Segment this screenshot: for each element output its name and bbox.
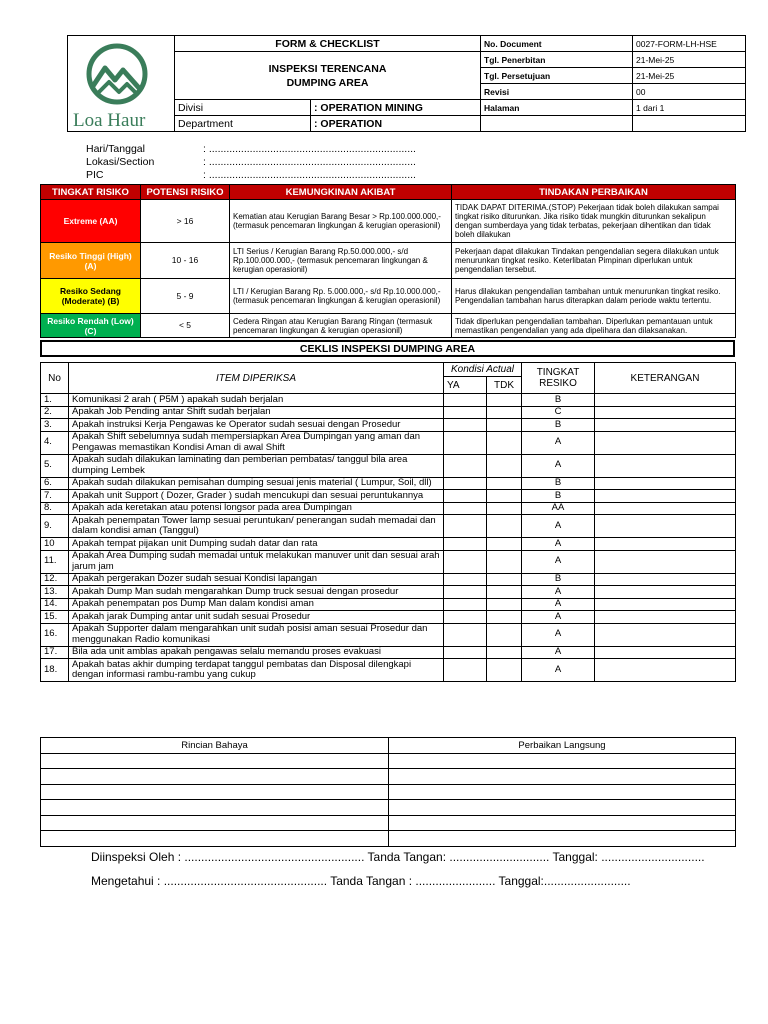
- checkbox-ya[interactable]: [444, 502, 487, 515]
- risk-level-value: A: [522, 431, 595, 454]
- checkbox-ya[interactable]: [444, 419, 487, 432]
- risk-level-moderate: Resiko Sedang (Moderate) (B): [41, 279, 141, 314]
- pic-field[interactable]: [86, 169, 416, 181]
- col-item: ITEM DIPERIKSA: [69, 363, 444, 394]
- col-no: No: [41, 363, 69, 394]
- pic-label: PIC: [86, 169, 104, 181]
- keterangan-input[interactable]: [595, 515, 736, 538]
- risk-level-value: B: [522, 573, 595, 586]
- risk-level-value: A: [522, 538, 595, 551]
- checklist-no: 11.: [41, 550, 69, 573]
- checklist-item-text: Apakah penempatan pos Dump Man dalam kondisi aman: [69, 598, 444, 611]
- logo-text: Loa Haur: [73, 110, 146, 128]
- checklist-item-text: Apakah instruksi Kerja Pengawas ke Operator sudah sesuai dengan Prosedur: [69, 419, 444, 432]
- checklist-no: 17.: [41, 646, 69, 659]
- meta-value: 0027-FORM-LH-HSE: [633, 36, 746, 52]
- checkbox-tdk[interactable]: [487, 431, 522, 454]
- checkbox-tdk[interactable]: [487, 646, 522, 659]
- checklist-no: 13.: [41, 586, 69, 599]
- keterangan-input[interactable]: [595, 502, 736, 515]
- checklist-row: [41, 623, 736, 646]
- meta-value: 21-Mei-25: [633, 68, 746, 84]
- checklist-title: CEKLIS INSPEKSI DUMPING AREA: [40, 340, 735, 357]
- risk-akibat: LTI / Kerugian Barang Rp. 5.000.000,- s/d Rp.10.000.000,- (termasuk pencemaran lingkungan & kerugian operasionil): [230, 279, 452, 314]
- checklist-item-text: Apakah Shift sebelumnya sudah mempersiapkan Area Dumpingan yang aman dan Pengawas memastikan Kondisi Aman di awal Shift: [69, 431, 444, 454]
- document-header: [67, 35, 746, 132]
- keterangan-input[interactable]: [595, 419, 736, 432]
- checkbox-tdk[interactable]: [487, 659, 522, 682]
- risk-akibat: Kematian atau Kerugian Barang Besar > Rp.100.000.000,- (termasuk pencemaran lingkungan & kerugian operasionil): [230, 200, 452, 243]
- risk-akibat: LTI Serius / Kerugian Barang Rp.50.000.000,- s/d Rp.100.000.000,- (termasuk pencemaran lingkungan & kerugian operasionil): [230, 243, 452, 279]
- checklist-no: 12.: [41, 573, 69, 586]
- fill-dots: : .......................................................................: [203, 143, 416, 155]
- checklist-item-text: Apakah unit Support ( Dozer, Grader ) sudah mencukupi dan sesuai peruntukannya: [69, 490, 444, 503]
- checklist-no: 1.: [41, 394, 69, 407]
- risk-level-value: B: [522, 477, 595, 490]
- checkbox-ya[interactable]: [444, 611, 487, 624]
- risk-matrix: [40, 184, 736, 338]
- risk-akibat: Cedera Ringan atau Kerugian Barang Ringan (termasuk pencemaran lingkungan & kerugian operasionil): [230, 314, 452, 338]
- checklist-body: [41, 394, 736, 682]
- checklist-row: [41, 538, 736, 551]
- risk-level-value: B: [522, 394, 595, 407]
- checkbox-tdk[interactable]: [487, 502, 522, 515]
- risk-level-value: A: [522, 623, 595, 646]
- divisi-value: : OPERATION MINING: [311, 100, 481, 116]
- checklist-row: [41, 611, 736, 624]
- checkbox-ya[interactable]: [444, 406, 487, 419]
- checkbox-ya[interactable]: [444, 538, 487, 551]
- meta-label: Revisi: [481, 84, 633, 100]
- checkbox-ya[interactable]: [444, 573, 487, 586]
- checklist-item-text: Apakah pergerakan Dozer sudah sesuai Kondisi lapangan: [69, 573, 444, 586]
- divisi-label: Divisi: [175, 100, 311, 116]
- fill-dots: : .......................................................................: [203, 156, 416, 168]
- checkbox-tdk[interactable]: [487, 515, 522, 538]
- risk-potensi: 10 - 16: [141, 243, 230, 279]
- meta-label: Halaman: [481, 100, 633, 116]
- checklist-item-text: Apakah ada keretakan atau potensi longsor pada area Dumpingan: [69, 502, 444, 515]
- meta-value: 1 dari 1: [633, 100, 746, 116]
- checkbox-tdk[interactable]: [487, 490, 522, 503]
- keterangan-input[interactable]: [595, 406, 736, 419]
- col-kondisi: Kondisi Actual: [444, 363, 522, 377]
- risk-level-value: A: [522, 646, 595, 659]
- checklist-no: 15.: [41, 611, 69, 624]
- checkbox-ya[interactable]: [444, 623, 487, 646]
- checkbox-tdk[interactable]: [487, 477, 522, 490]
- checkbox-ya[interactable]: [444, 394, 487, 407]
- checkbox-ya[interactable]: [444, 646, 487, 659]
- risk-tindakan: Pekerjaan dapat dilakukan Tindakan pengendalian segera dilakukan untuk menurunkan tingkat resiko. Keterlibatan Pimpinan diperlukan untuk pengendalian tersebut.: [452, 243, 736, 279]
- hari-tanggal-field[interactable]: [86, 143, 416, 155]
- checkbox-tdk[interactable]: [487, 454, 522, 477]
- company-logo: [68, 36, 175, 132]
- risk-level-value: B: [522, 490, 595, 503]
- keterangan-input[interactable]: [595, 646, 736, 659]
- col-ya: YA: [444, 377, 487, 394]
- risk-level-value: A: [522, 611, 595, 624]
- risk-level-value: A: [522, 515, 595, 538]
- empty-cell: [633, 116, 746, 132]
- mengetahui-line[interactable]: Mengetahui : ................................................. Tanda Tangan : ........................ Tanggal:..........................: [91, 874, 631, 888]
- checklist-item-text: Apakah jarak Dumping antar unit sudah sesuai Prosedur: [69, 611, 444, 624]
- checklist-item-text: Komunikasi 2 arah ( P5M ) apakah sudah berjalan: [69, 394, 444, 407]
- keterangan-input[interactable]: [595, 538, 736, 551]
- keterangan-input[interactable]: [595, 611, 736, 624]
- risk-header: KEMUNGKINAN AKIBAT: [230, 185, 452, 200]
- form-title: FORM & CHECKLIST: [175, 36, 481, 52]
- checklist-row: [41, 515, 736, 538]
- checklist-no: 7.: [41, 490, 69, 503]
- risk-level-value: A: [522, 586, 595, 599]
- keterangan-input[interactable]: [595, 431, 736, 454]
- rincian-bahaya-line[interactable]: [41, 753, 389, 769]
- checklist-row: [41, 550, 736, 573]
- checklist-no: 8.: [41, 502, 69, 515]
- checklist-no: 4.: [41, 431, 69, 454]
- subtitle-line1: INSPEKSI TERENCANA: [268, 62, 387, 75]
- risk-tindakan: Harus dilakukan pengendalian tambahan untuk menurunkan tingkat resiko. Pengendalian tambahan harus diterapkan dalam periode waktu tertentu.: [452, 279, 736, 314]
- risk-level-value: A: [522, 454, 595, 477]
- meta-label: Tgl. Penerbitan: [481, 52, 633, 68]
- checklist-item-text: Apakah sudah dilakukan pemisahan dumping sesuai jenis material ( Lumpur, Soil, dll): [69, 477, 444, 490]
- checklist-item-text: Apakah penempatan Tower lamp sesuai peruntukan/ penerangan sudah memadai dan dalam kondisi aman (Tanggul): [69, 515, 444, 538]
- risk-tindakan: Tidak diperlukan pengendalian tambahan. Diperlukan pemantauan untuk memastikan pengendalian yang ada dipelihara dan dilaksanakan.: [452, 314, 736, 338]
- risk-header: POTENSI RISIKO: [141, 185, 230, 200]
- checklist-row: [41, 394, 736, 407]
- risk-level-value: A: [522, 598, 595, 611]
- checkbox-ya[interactable]: [444, 659, 487, 682]
- checkbox-tdk[interactable]: [487, 573, 522, 586]
- checkbox-tdk[interactable]: [487, 623, 522, 646]
- meta-label: Tgl. Persetujuan: [481, 68, 633, 84]
- rincian-bahaya-line[interactable]: [41, 831, 389, 847]
- mountain-logo-icon: [71, 36, 171, 128]
- lokasi-label: Lokasi/Section: [86, 156, 155, 168]
- checklist-no: 9.: [41, 515, 69, 538]
- checkbox-tdk[interactable]: [487, 611, 522, 624]
- checklist-row: [41, 586, 736, 599]
- risk-level-value: A: [522, 550, 595, 573]
- checklist-row: [41, 573, 736, 586]
- perbaikan-langsung-line[interactable]: [389, 784, 736, 800]
- rincian-bahaya-line[interactable]: [41, 800, 389, 816]
- diinspeksi-line[interactable]: Diinspeksi Oleh : ...................................................... Tanda Tangan: .............................. Tanggal: ...............................: [91, 850, 705, 864]
- meta-value: 21-Mei-25: [633, 52, 746, 68]
- col-keterangan: KETERANGAN: [595, 363, 736, 394]
- keterangan-input[interactable]: [595, 477, 736, 490]
- checklist-row: [41, 659, 736, 682]
- checklist-no: 16.: [41, 623, 69, 646]
- lokasi-field[interactable]: [86, 156, 416, 168]
- rincian-bahaya-line[interactable]: [41, 815, 389, 831]
- risk-header: TINGKAT RISIKO: [41, 185, 141, 200]
- rincian-table: [40, 737, 736, 847]
- keterangan-input[interactable]: [595, 490, 736, 503]
- checklist-no: 5.: [41, 454, 69, 477]
- checkbox-tdk[interactable]: [487, 419, 522, 432]
- department-label: Department: [175, 116, 311, 132]
- checklist-table: [40, 362, 736, 682]
- checkbox-ya[interactable]: [444, 550, 487, 573]
- checklist-row: [41, 646, 736, 659]
- checkbox-ya[interactable]: [444, 477, 487, 490]
- meta-value: 00: [633, 84, 746, 100]
- risk-header: TINDAKAN PERBAIKAN: [452, 185, 736, 200]
- checklist-no: 6.: [41, 477, 69, 490]
- risk-level-extreme: Extreme (AA): [41, 200, 141, 243]
- keterangan-input[interactable]: [595, 454, 736, 477]
- hari-tanggal-label: Hari/Tanggal: [86, 143, 145, 155]
- keterangan-input[interactable]: [595, 573, 736, 586]
- keterangan-input[interactable]: [595, 623, 736, 646]
- checkbox-ya[interactable]: [444, 586, 487, 599]
- keterangan-input[interactable]: [595, 598, 736, 611]
- keterangan-input[interactable]: [595, 586, 736, 599]
- checkbox-ya[interactable]: [444, 598, 487, 611]
- checkbox-tdk[interactable]: [487, 538, 522, 551]
- checklist-item-text: Apakah Job Pending antar Shift sudah berjalan: [69, 406, 444, 419]
- checkbox-tdk[interactable]: [487, 406, 522, 419]
- col-tingkat: TINGKAT RESIKO: [522, 363, 595, 394]
- checklist-item-text: Apakah Dump Man sudah mengarahkan Dump truck sesuai dengan prosedur: [69, 586, 444, 599]
- keterangan-input[interactable]: [595, 394, 736, 407]
- checklist-item-text: Apakah Supporter dalam mengarahkan unit sudah posisi aman sesuai Prosedur dan menggunakan Radio komunikasi: [69, 623, 444, 646]
- risk-level-value: B: [522, 419, 595, 432]
- checklist-no: 3.: [41, 419, 69, 432]
- fill-dots: : .......................................................................: [203, 169, 416, 181]
- checkbox-tdk[interactable]: [487, 586, 522, 599]
- checklist-item-text: Apakah tempat pijakan unit Dumping sudah datar dan rata: [69, 538, 444, 551]
- perbaikan-langsung-header: Perbaikan Langsung: [389, 738, 736, 754]
- checkbox-tdk[interactable]: [487, 598, 522, 611]
- checkbox-ya[interactable]: [444, 454, 487, 477]
- perbaikan-langsung-line[interactable]: [389, 800, 736, 816]
- checklist-row: [41, 419, 736, 432]
- checklist-row: [41, 431, 736, 454]
- empty-cell: [481, 116, 633, 132]
- subtitle-line2: DUMPING AREA: [286, 76, 369, 89]
- perbaikan-langsung-line[interactable]: [389, 753, 736, 769]
- checklist-row: [41, 406, 736, 419]
- checkbox-ya[interactable]: [444, 431, 487, 454]
- checkbox-tdk[interactable]: [487, 550, 522, 573]
- checklist-no: 10: [41, 538, 69, 551]
- checklist-no: 18.: [41, 659, 69, 682]
- rincian-bahaya-line[interactable]: [41, 769, 389, 785]
- checklist-no: 2.: [41, 406, 69, 419]
- risk-level-low: Resiko Rendah (Low) (C): [41, 314, 141, 338]
- checklist-row: [41, 454, 736, 477]
- checklist-row: [41, 502, 736, 515]
- checkbox-tdk[interactable]: [487, 394, 522, 407]
- checklist-row: [41, 598, 736, 611]
- department-value: : OPERATION: [311, 116, 481, 132]
- meta-label: No. Document: [481, 36, 633, 52]
- perbaikan-langsung-line[interactable]: [389, 769, 736, 785]
- risk-level-value: C: [522, 406, 595, 419]
- form-subtitle: [175, 52, 481, 100]
- checkbox-ya[interactable]: [444, 515, 487, 538]
- perbaikan-langsung-line[interactable]: [389, 831, 736, 847]
- risk-potensi: > 16: [141, 200, 230, 243]
- checklist-row: [41, 490, 736, 503]
- checklist-item-text: Bila ada unit amblas apakah pengawas selalu memandu proses evakuasi: [69, 646, 444, 659]
- col-tdk: TDK: [487, 377, 522, 394]
- risk-potensi: 5 - 9: [141, 279, 230, 314]
- risk-level-value: AA: [522, 502, 595, 515]
- checklist-item-text: Apakah batas akhir dumping terdapat tanggul pembatas dan Disposal dilengkapi dengan informasi rambu-rambu yang cukup: [69, 659, 444, 682]
- risk-level-high: Resiko Tinggi (High) (A): [41, 243, 141, 279]
- checklist-item-text: Apakah Area Dumping sudah memadai untuk melakukan manuver unit dan sesuai arah jarum jam: [69, 550, 444, 573]
- checklist-item-text: Apakah sudah dilakukan laminating dan pemberian pembatas/ tanggul bila area dumping Lembek: [69, 454, 444, 477]
- perbaikan-langsung-line[interactable]: [389, 815, 736, 831]
- risk-tindakan: TIDAK DAPAT DITERIMA.(STOP) Pekerjaan tidak boleh dilakukan sampai tingkat risiko diturunkan. Jika risiko tidak mungkin diturunkan sekalipun dengan sumberdaya yang tidak terbatas, pekerjaan dihentikan dan tidak boleh dilakukan: [452, 200, 736, 243]
- keterangan-input[interactable]: [595, 659, 736, 682]
- risk-level-value: A: [522, 659, 595, 682]
- rincian-bahaya-line[interactable]: [41, 784, 389, 800]
- checkbox-ya[interactable]: [444, 490, 487, 503]
- checklist-row: [41, 477, 736, 490]
- checklist-no: 14.: [41, 598, 69, 611]
- rincian-bahaya-header: Rincian Bahaya: [41, 738, 389, 754]
- keterangan-input[interactable]: [595, 550, 736, 573]
- risk-potensi: < 5: [141, 314, 230, 338]
